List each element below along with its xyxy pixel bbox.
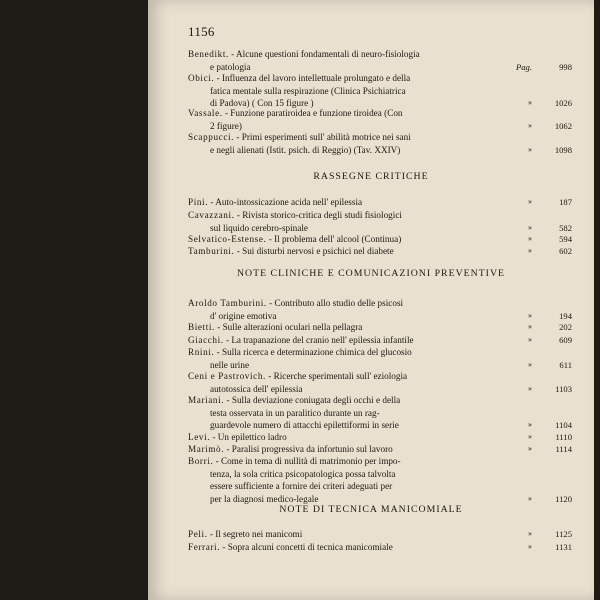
entry-line	[188, 407, 572, 420]
ditto-marker: »	[528, 335, 532, 344]
entry-author: Benedikt.	[188, 49, 229, 59]
entry-title-text: sul liquido cerebro-spinale	[210, 222, 308, 233]
entry-title-text: fatica mentale sulla respirazione (Clinica Psichiatrica	[210, 85, 406, 96]
entry-title-text: guardevole numero di attacchi epilettiformi in serie	[210, 420, 399, 431]
ditto-marker: »	[528, 444, 532, 453]
toc-entry	[188, 334, 572, 347]
entry-page-number: 187	[559, 197, 572, 207]
entry-author: Ceni e Pastrovich.	[188, 371, 266, 381]
ditto-marker: »	[528, 529, 532, 538]
entry-line	[188, 72, 572, 85]
entry-title-text: - La trapanazione del cranio nell' epilessia infantile	[225, 335, 414, 345]
entry-page-number: 1125	[555, 529, 572, 539]
entry-line	[188, 245, 572, 258]
entry-title-text: - Sui disturbi nervosi e psichici nel diabete	[236, 246, 394, 256]
entry-author: Levi.	[188, 432, 211, 442]
entry-page-number: 1114	[555, 444, 572, 454]
entry-title-text: - Influenza del lavoro intellettuale prolungato e della	[216, 73, 411, 83]
entry-author: Bietti.	[188, 322, 215, 332]
toc-entry	[188, 245, 572, 258]
entry-title-text: - Auto-intossicazione acida nell' epilessia	[210, 197, 363, 207]
entry-title-text: - Contributo allo studio delle psicosi	[269, 298, 404, 308]
entry-line	[188, 48, 572, 61]
entry-page-number: 1062	[554, 120, 572, 131]
entry-author: Aroldo Tamburini.	[188, 298, 267, 308]
entry-author: Rnini.	[188, 347, 215, 357]
entry-line	[188, 528, 572, 541]
toc-entry	[188, 107, 572, 132]
entry-title-text: autotossica dell' epilessia	[210, 383, 303, 394]
entry-title-text: - Sulla deviazione coniugata degli occhi e della	[226, 395, 401, 405]
entry-author: Cavazzani.	[188, 210, 235, 220]
entry-line	[188, 131, 572, 144]
entry-author: Mariani.	[188, 395, 225, 405]
entry-author: Selvatico-Estense.	[188, 234, 267, 244]
entry-title-text: - Ricerche sperimentali sull' eziologia	[268, 371, 408, 381]
entry-line	[188, 334, 572, 347]
entry-title-text: 2 figure)	[210, 120, 242, 131]
entry-line	[188, 443, 572, 456]
section-heading: NOTE DI TECNICA MANICOMIALE	[279, 504, 463, 515]
entry-title-text: testa osservata in un paralitico durante un rag-	[210, 407, 380, 418]
entry-page-number: 1104	[555, 420, 572, 431]
entry-page-number: 1098	[554, 144, 572, 155]
entry-page-number: 1026	[554, 98, 572, 109]
entry-line	[188, 346, 572, 359]
ditto-marker: »	[528, 542, 532, 551]
entry-author: Marimò.	[188, 444, 225, 454]
pag-label: Pag.	[516, 61, 532, 72]
ditto-marker: »	[528, 322, 532, 331]
entry-author: Pini.	[188, 197, 209, 207]
entry-title-text: - Il problema dell' alcool (Continua)	[268, 234, 402, 244]
page-number: 1156	[188, 24, 215, 39]
entry-author: Obici.	[188, 73, 215, 83]
entry-page-number: 1110	[555, 432, 572, 442]
entry-line	[188, 297, 572, 310]
ditto-marker: »	[528, 120, 532, 130]
ditto-marker: »	[528, 144, 532, 154]
toc-entry	[188, 209, 572, 234]
entry-page-number: 582	[559, 222, 572, 233]
entry-title-text: - Un epilettico ladro	[212, 432, 287, 442]
ditto-marker: »	[528, 310, 532, 320]
entry-title-text: - Come in tema di nullità di matrimonio per impo-	[215, 456, 401, 466]
toc-entry	[188, 233, 572, 246]
entry-title-text: e negli alienati (Istit. psich. di Reggio) (Tav. XXIV)	[210, 144, 401, 155]
entry-line	[188, 196, 572, 209]
ditto-marker: »	[528, 98, 532, 108]
ditto-marker: »	[528, 383, 532, 393]
entry-title-text: - Sopra alcuni concetti di tecnica manicomiale	[222, 542, 393, 552]
ditto-marker: »	[528, 432, 532, 441]
entry-line	[188, 144, 572, 157]
entry-title-text: di Padova) ( Con 15 figure )	[210, 98, 314, 109]
entry-author: Vassale.	[188, 108, 223, 118]
toc-entry	[188, 297, 572, 322]
entry-page-number: 194	[559, 310, 572, 321]
toc-entry	[188, 394, 572, 432]
ditto-marker: »	[528, 493, 532, 503]
ditto-marker: »	[528, 197, 532, 206]
entry-page-number: 609	[559, 335, 572, 345]
toc-entry	[188, 455, 572, 505]
entry-line	[188, 107, 572, 120]
entry-line	[188, 321, 572, 334]
entry-page-number: 611	[559, 359, 572, 370]
entry-title-text: - Primi esperimenti sull' abilità motrice nei sani	[236, 132, 411, 142]
entry-page-number: 998	[559, 61, 572, 72]
toc-entry	[188, 196, 572, 209]
section-heading: NOTE CLINICHE E COMUNICAZIONI PREVENTIVE	[236, 268, 506, 279]
entry-title-text: per la diagnosi medico-legale	[210, 493, 319, 504]
toc-entry	[188, 346, 572, 371]
entry-title-text: - Funzione paratiroidea e funzione tiroidea (Con	[224, 108, 403, 118]
entry-title-text: - Sulle alterazioni oculari nella pellagra	[217, 322, 363, 332]
entry-line	[188, 233, 572, 246]
section-heading: RASSEGNE CRITICHE	[313, 171, 429, 182]
entry-title-text: d' origine emotiva	[210, 310, 277, 321]
entry-title-text: - Rivista storico-critica degli studi fisiologici	[236, 210, 402, 220]
entry-author: Peli.	[188, 529, 208, 539]
toc-entry	[188, 321, 572, 334]
toc-entry	[188, 541, 572, 554]
entry-page-number: 202	[559, 322, 572, 332]
entry-line	[188, 394, 572, 407]
entry-title-text: - Il segreto nei manicomi	[209, 529, 303, 539]
entry-author: Giacchi.	[188, 335, 224, 345]
entry-title-text: - Paralisi progressiva da infortunio sul lavoro	[226, 444, 393, 454]
entry-title-text: tenza, la sola critica psicopatologica possa talvolta	[210, 468, 396, 479]
toc-entry	[188, 131, 572, 156]
entry-author: Tamburini.	[188, 246, 235, 256]
entry-line	[188, 480, 572, 493]
entry-line	[188, 431, 572, 444]
toc-entry	[188, 72, 572, 110]
entry-line	[188, 85, 572, 98]
entry-page-number: 1131	[555, 542, 572, 552]
entry-title-text: - Sulla ricerca e determinazione chimica del glucosio	[216, 347, 412, 357]
entry-title-text: nelle urine	[210, 359, 250, 370]
toc-entry	[188, 370, 572, 395]
toc-entry	[188, 443, 572, 456]
book-page	[148, 0, 594, 600]
entry-line	[188, 419, 572, 432]
entry-title-text: - Alcune questioni fondamentali di neuro-fisiologia	[231, 49, 420, 59]
ditto-marker: »	[528, 420, 532, 430]
entry-title-text: essere sufficiente a fornire dei criteri adeguati per	[210, 481, 393, 492]
entry-page-number: 1120	[555, 493, 572, 504]
entry-author: Scappucci.	[188, 132, 235, 142]
toc-entry	[188, 48, 572, 73]
entry-page-number: 594	[559, 234, 572, 244]
ditto-marker: »	[528, 234, 532, 243]
entry-line	[188, 468, 572, 481]
entry-page-number: 602	[559, 246, 572, 256]
entry-title-text: e patologia	[210, 61, 251, 72]
entry-line	[188, 370, 572, 383]
ditto-marker: »	[528, 359, 532, 369]
entry-line	[188, 455, 572, 468]
entry-author: Borri.	[188, 456, 214, 466]
entry-author: Ferrari.	[188, 542, 221, 552]
entry-line	[188, 209, 572, 222]
entry-line	[188, 541, 572, 554]
entry-page-number: 1103	[555, 383, 572, 394]
toc-entry	[188, 431, 572, 444]
ditto-marker: »	[528, 246, 532, 255]
ditto-marker: »	[528, 222, 532, 232]
toc-entry	[188, 528, 572, 541]
